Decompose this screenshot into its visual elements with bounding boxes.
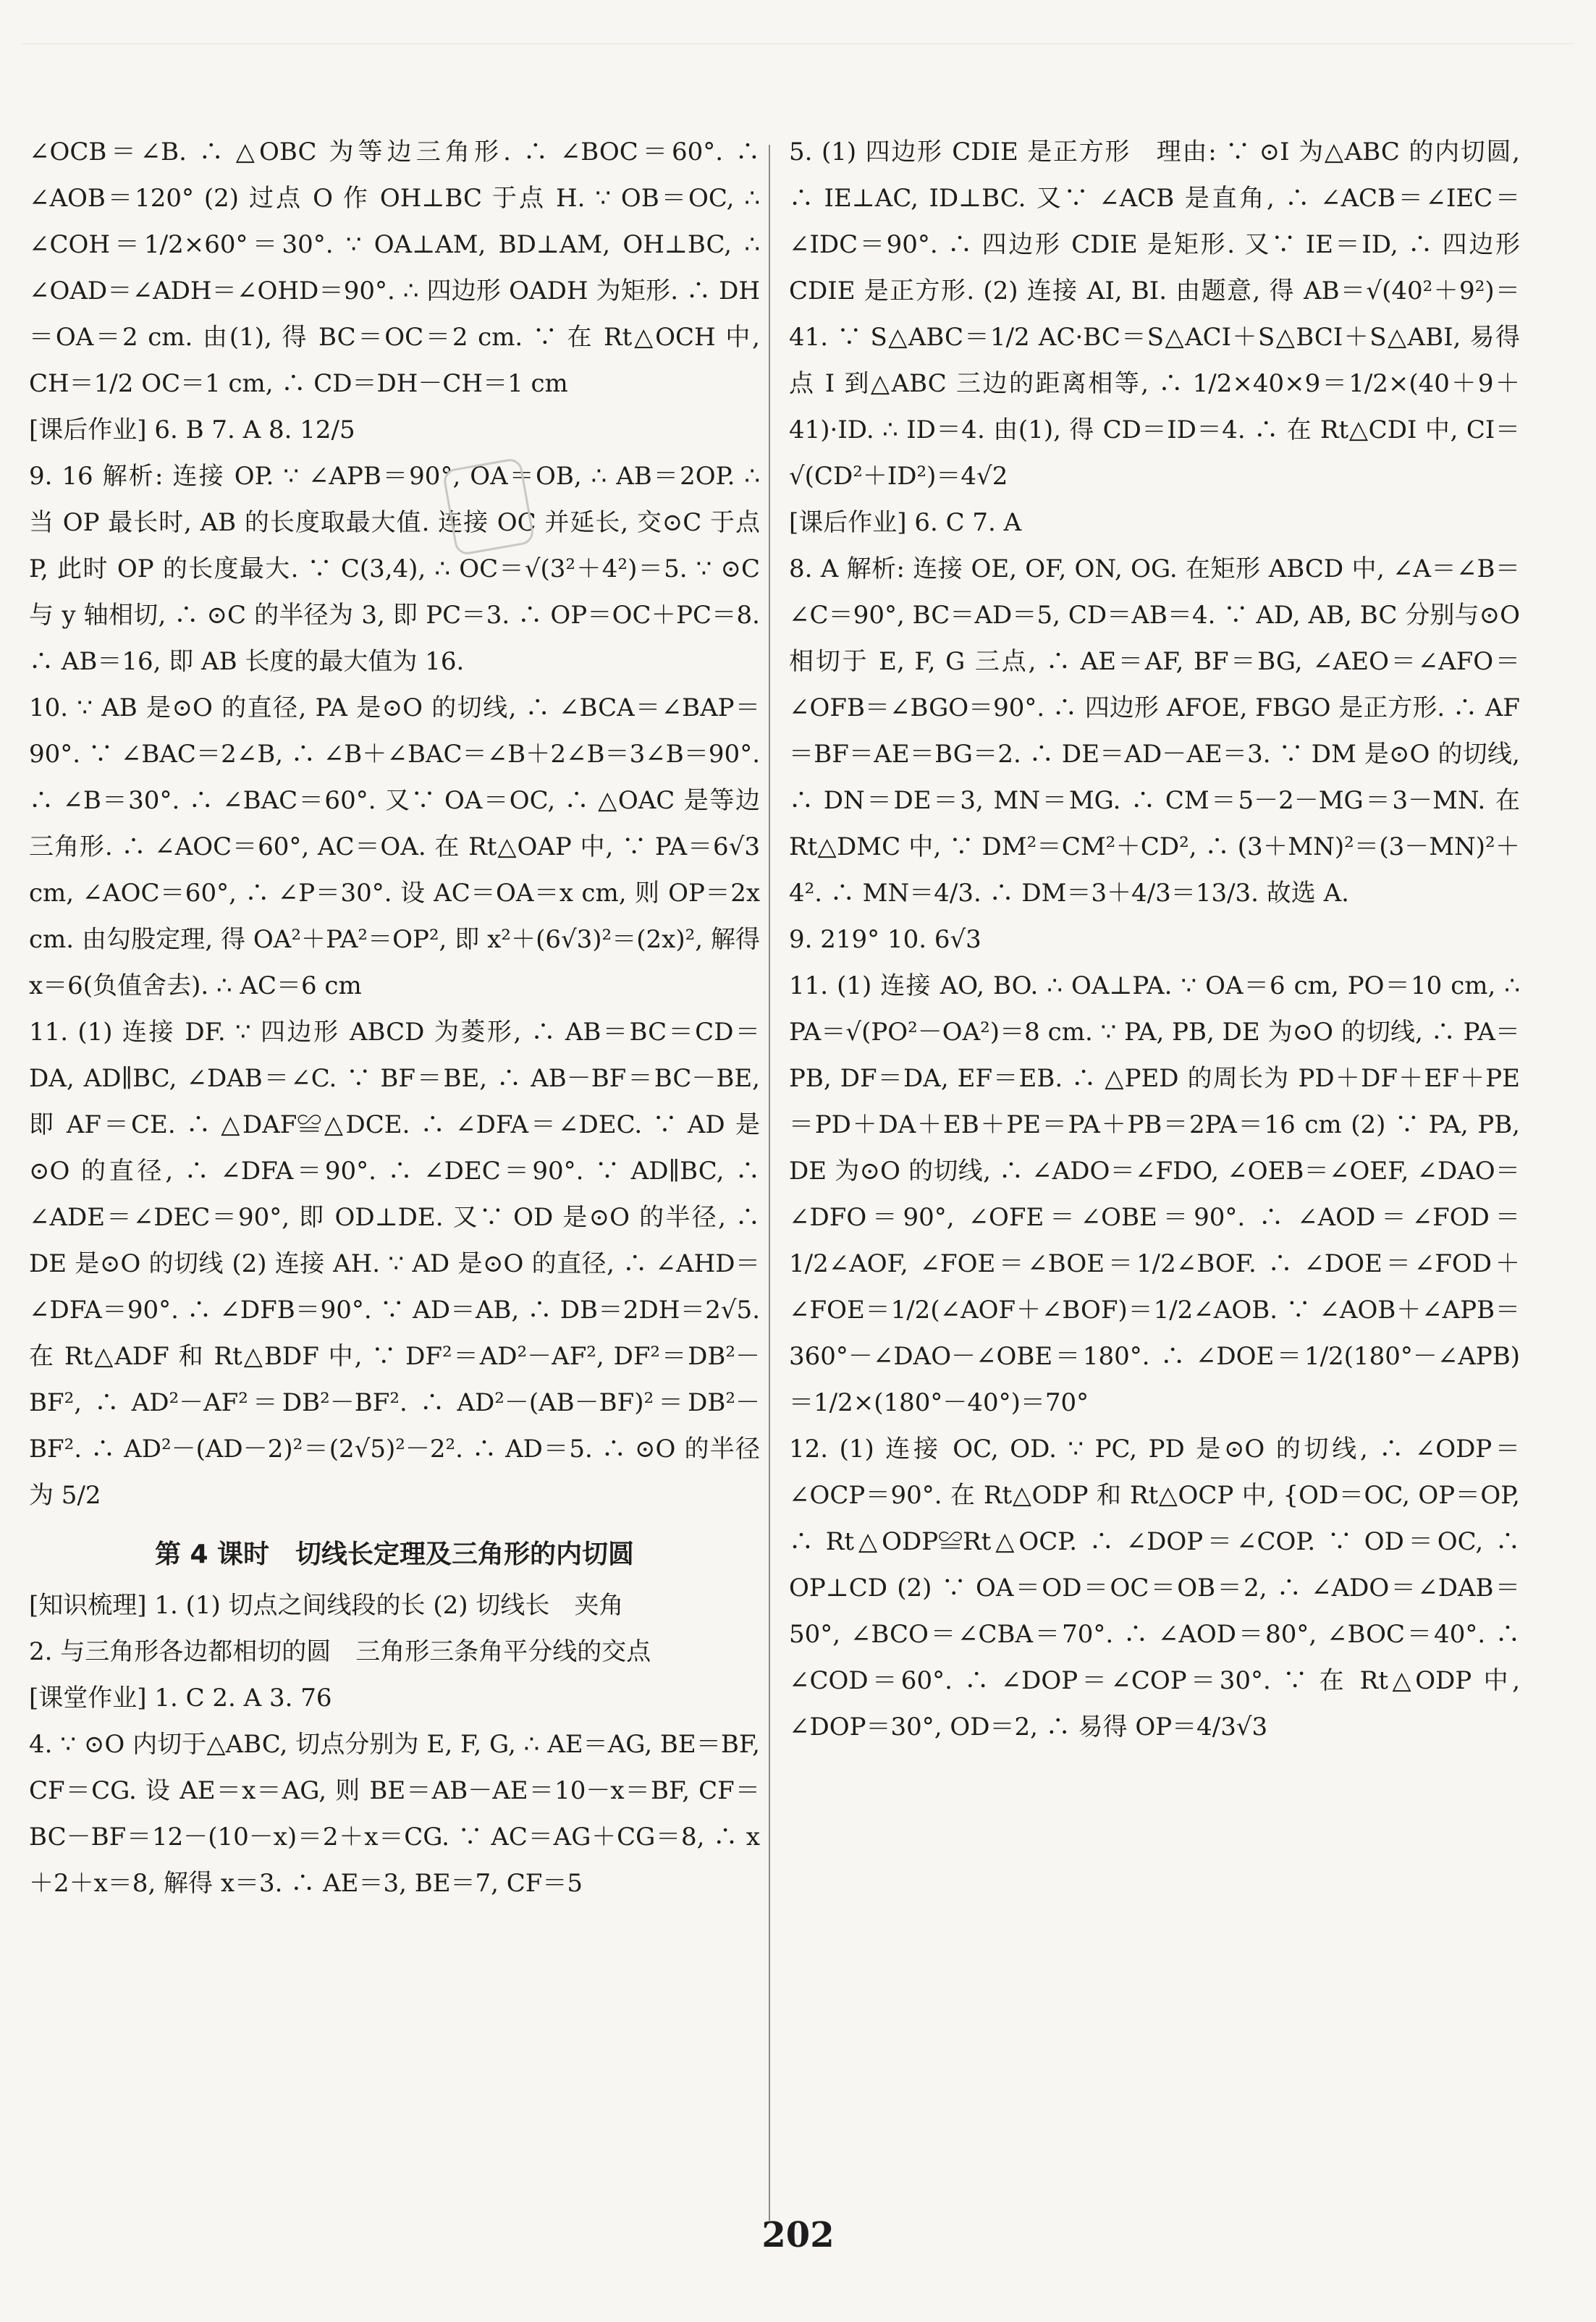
left-block-5: 11. (1) 连接 DF. ∵ 四边形 ABCD 为菱形, ∴ AB＝BC＝CD＝DA, AD∥BC, ∠DAB＝∠C. ∵ BF＝BE, ∴ AB－BF＝BC－BE, 即 AF＝CE. ∴ △DAF≌△DCE. ∴ ∠DFA＝∠DEC. ∵ AD 是⊙O 的直径, ∴ ∠DFA＝90°. ∴ ∠DEC＝90°. ∵ AD∥BC, ∴ ∠ADE＝∠DEC＝90°, 即 OD⊥DE. 又∵ OD 是⊙O 的半径, ∴ DE 是⊙O 的切线 (2) 连接 AH. ∵ AD 是⊙O 的直径, ∴ ∠AHD＝∠DFA＝90°. ∴ ∠DFB＝90°. ∵ AD＝AB, ∴ DB＝2DH＝2√5. 在 Rt△ADF 和 Rt△BDF 中, ∵ DF²＝AD²－AF², DF²＝DB²－BF², ∴ AD²－AF²＝DB²－BF². ∴ AD²－(AB－BF)²＝DB²－BF². ∴ AD²－(AD－2)²＝(2√5)²－2². ∴ AD＝5. ∴ ⊙O 的半径为 5/2 — [29, 1018, 760, 1510]
left-block-4: 10. ∵ AB 是⊙O 的直径, PA 是⊙O 的切线, ∴ ∠BCA＝∠BAP＝90°. ∵ ∠BAC＝2∠B, ∴ ∠B＋∠BAC＝∠B＋2∠B＝3∠B＝90°. ∴ ∠B＝30°. ∴ ∠BAC＝60°. 又∵ OA＝OC, ∴ △OAC 是等边三角形. ∴ ∠AOC＝60°, AC＝OA. 在 Rt△OAP 中, ∵ PA＝6√3 cm, ∠AOC＝60°, ∴ ∠P＝30°. 设 AC＝OA＝x cm, 则 OP＝2x cm. 由勾股定理, 得 OA²＋PA²＝OP², 即 x²＋(6√3)²＝(2x)², 解得 x＝6(负值舍去). ∴ AC＝6 cm — [29, 693, 760, 1000]
right-block-1: 5. (1) 四边形 CDIE 是正方形 理由: ∵ ⊙I 为△ABC 的内切圆, ∴ IE⊥AC, ID⊥BC. 又∵ ∠ACB 是直角, ∴ ∠ACB＝∠IEC＝∠IDC＝90°. ∴ 四边形 CDIE 是矩形. 又∵ IE＝ID, ∴ 四边形 CDIE 是正方形. (2) 连接 AI, BI. 由题意, 得 AB＝√(40²＋9²)＝41. ∵ S△ABC＝1/2 AC·BC＝S△ACI＋S△BCI＋S△ABI, 易得点 I 到△ABC 三边的距离相等, ∴ 1/2×40×9＝1/2×(40＋9＋41)·ID. ∴ ID＝4. 由(1), 得 CD＝ID＝4. ∴ 在 Rt△CDI 中, CI＝√(CD²＋ID²)＝4√2 — [789, 138, 1520, 491]
right-column — [789, 129, 1520, 1750]
right-block-2: [课后作业] 6. C 7. A — [789, 508, 1022, 537]
left-block-2: [课后作业] 6. B 7. A 8. 12/5 — [29, 415, 355, 444]
section-heading: 第 4 课时 切线长定理及三角形的内切圆 — [154, 1540, 635, 1569]
right-block-4: 9. 219° 10. 6√3 — [789, 925, 981, 954]
column-divider — [769, 145, 770, 2221]
right-block-3: 8. A 解析: 连接 OE, OF, ON, OG. 在矩形 ABCD 中, ∠A＝∠B＝∠C＝90°, BC＝AD＝5, CD＝AB＝4. ∵ AD, AB, BC 分别与⊙O 相切于 E, F, G 三点, ∴ AE＝AF, BF＝BG, ∠AEO＝∠AFO＝∠OFB＝∠BGO＝90°. ∴ 四边形 AFOE, FBGO 是正方形. ∴ AF＝BF＝AE＝BG＝2. ∴ DE＝AD－AE＝3. ∵ DM 是⊙O 的切线, ∴ DN＝DE＝3, MN＝MG. ∴ CM＝5－2－MG＝3－MN. 在 Rt△DMC 中, ∵ DM²＝CM²＋CD², ∴ (3＋MN)²＝(3－MN)²＋4². ∴ MN＝4/3. ∴ DM＝3＋4/3＝13/3. 故选 A. — [789, 554, 1520, 908]
page-top-rule — [22, 43, 1574, 44]
left-block-7: [知识梳理] 1. (1) 切点之间线段的长 (2) 切线长 夹角 — [29, 1591, 624, 1620]
page-number: 202 — [761, 2215, 835, 2255]
left-column — [29, 129, 760, 1907]
left-block-3: 9. 16 解析: 连接 OP. ∵ ∠APB＝90°, OA＝OB, ∴ AB＝2OP. ∴ 当 OP 最长时, AB 的长度取最大值. 连接 OC 并延长, 交⊙C 于点 P, 此时 OP 的长度最大. ∵ C(3,4), ∴ OC＝√(3²＋4²)＝5. ∵ ⊙C 与 y 轴相切, ∴ ⊙C 的半径为 3, 即 PC＝3. ∴ OP＝OC＋PC＝8. ∴ AB＝16, 即 AB 长度的最大值为 16. — [29, 462, 760, 676]
left-block-9: [课堂作业] 1. C 2. A 3. 76 — [29, 1684, 332, 1713]
left-block-10: 4. ∵ ⊙O 内切于△ABC, 切点分别为 E, F, G, ∴ AE＝AG, BE＝BF, CF＝CG. 设 AE＝x＝AG, 则 BE＝AB－AE＝10－x＝BF, CF＝BC－BF＝12－(10－x)＝2＋x＝CG. ∵ AC＝AG＋CG＝8, ∴ x＋2＋x＝8, 解得 x＝3. ∴ AE＝3, BE＝7, CF＝5 — [29, 1730, 760, 1898]
right-block-6: 12. (1) 连接 OC, OD. ∵ PC, PD 是⊙O 的切线, ∴ ∠ODP＝∠OCP＝90°. 在 Rt△ODP 和 Rt△OCP 中, {OD＝OC, OP＝OP, ∴ Rt△ODP≌Rt△OCP. ∴ ∠DOP＝∠COP. ∵ OD＝OC, ∴ OP⊥CD (2) ∵ OA＝OD＝OC＝OB＝2, ∴ ∠ADO＝∠DAB＝50°, ∠BCO＝∠CBA＝70°. ∴ ∠AOD＝80°, ∠BOC＝40°. ∴ ∠COD＝60°. ∴ ∠DOP＝∠COP＝30°. ∵ 在 Rt△ODP 中, ∠DOP＝30°, OD＝2, ∴ 易得 OP＝4/3√3 — [789, 1435, 1520, 1742]
left-block-8: 2. 与三角形各边都相切的圆 三角形三条角平分线的交点 — [29, 1637, 651, 1666]
left-block-1: ∠OCB＝∠B. ∴ △OBC 为等边三角形. ∴ ∠BOC＝60°. ∴ ∠AOB＝120° (2) 过点 O 作 OH⊥BC 于点 H. ∵ OB＝OC, ∴ ∠COH＝1/2×60°＝30°. ∵ OA⊥AM, BD⊥AM, OH⊥BC, ∴ ∠OAD＝∠ADH＝∠OHD＝90°. ∴ 四边形 OADH 为矩形. ∴ DH＝OA＝2 cm. 由(1), 得 BC＝OC＝2 cm. ∵ 在 Rt△OCH 中, CH＝1/2 OC＝1 cm, ∴ CD＝DH－CH＝1 cm — [29, 138, 760, 398]
watermark-stamp — [442, 457, 535, 556]
right-block-5: 11. (1) 连接 AO, BO. ∴ OA⊥PA. ∵ OA＝6 cm, PO＝10 cm, ∴ PA＝√(PO²－OA²)＝8 cm. ∵ PA, PB, DE 为⊙O 的切线, ∴ PA＝PB, DF＝DA, EF＝EB. ∴ △PED 的周长为 PD＋DF＋EF＋PE＝PD＋DA＋EB＋PE＝PA＋PB＝2PA＝16 cm (2) ∵ PA, PB, DE 为⊙O 的切线, ∴ ∠ADO＝∠FDO, ∠OEB＝∠OEF, ∠DAO＝∠DFO＝90°, ∠OFE＝∠OBE＝90°. ∴ ∠AOD＝∠FOD＝1/2∠AOF, ∠FOE＝∠BOE＝1/2∠BOF. ∴ ∠DOE＝∠FOD＋∠FOE＝1/2(∠AOF＋∠BOF)＝1/2∠AOB. ∵ ∠AOB＋∠APB＝360°－∠DAO－∠OBE＝180°. ∴ ∠DOE＝1/2(180°－∠APB)＝1/2×(180°－40°)＝70° — [789, 971, 1520, 1417]
